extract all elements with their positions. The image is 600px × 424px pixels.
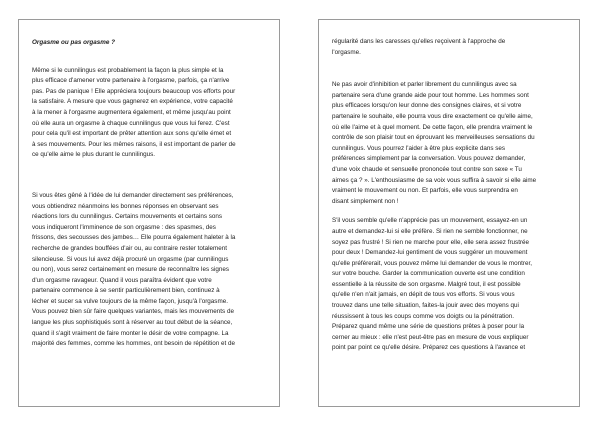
text-line: pour deux ! Demandez-lui gentiment de vous suggérer un mouvement	[332, 249, 528, 257]
text-line: où elle l'aime et à quel moment. De cette façon, elle prendra vraiment le	[332, 123, 533, 131]
left-page-text	[32, 38, 272, 350]
text-line: aimes ça ? ». L'enthousiasme de sa voix vous suffira à savoir si elle aime	[332, 176, 537, 184]
text-line: partenaire commence à se sentir particulièrement bien, continuez à	[32, 287, 220, 295]
text-line: plus efficaces lorsqu'on leur donne des consignes claires, et si votre	[332, 102, 522, 110]
text-line: Si vous êtes gêné à l'idée de lui demander directement ses préférences,	[32, 191, 234, 199]
text-line: ce qu'elle aime le plus durant le cunnilingus.	[32, 151, 156, 159]
right-page	[318, 19, 580, 407]
text-line: partenaire le souhaite, elle pourra vous dire exactement ce qu'elle aime,	[332, 112, 533, 120]
text-line: vous obtiendrez néanmoins les bonnes réponses en observant ses	[32, 202, 219, 210]
text-line: contrôle de son plaisir tout en éprouvant les merveilleuses sensations du	[332, 134, 535, 142]
text-line: Préparez quand même une série de questions prêtes à poser pour la	[332, 323, 525, 331]
text-line: langue les plus sophistiqués sont à réserver au tout début de la séance,	[32, 319, 233, 327]
text-line: où elle aura un orgasme à chaque cunnilingus que vous lui ferez. C'est	[32, 119, 230, 127]
right-paragraph-3	[332, 216, 572, 354]
text-line: cunnilingus. Vous pourrez l'aider à être plus explicite dans ses	[332, 144, 506, 152]
text-line: vous indiqueront l'imminence de son orgasme : des spasmes, des	[32, 223, 216, 231]
text-line: la satisfaire. A mesure que vous gagnerez en expérience, votre capacité	[32, 98, 233, 106]
text-line: plus efficace d'amener votre partenaire à l'orgasme, parfois, ça n'arrive	[32, 77, 230, 85]
text-line: d'une voix chaude et sensuelle prononcée tout contre son sexe « Tu	[332, 165, 522, 173]
text-line: partenaire sera d'une grande aide pour tout homme. Les hommes sont	[332, 91, 529, 99]
text-line: point par point ce qu'elle désire. Préparez ces questions à l'avance et	[332, 344, 526, 352]
text-line: quand il s'agit vraiment de faire monter le désir de votre compagne. La	[32, 329, 229, 337]
text-line: autre et demandez-lui si elle préfère. Si rien ne semble fonctionner, ne	[332, 227, 528, 235]
text-line: soyez pas frustré ! Si rien ne marche pour elle, elle sera assez frustrée	[332, 238, 530, 246]
text-line: disant simplement non !	[332, 197, 399, 205]
right-page-text	[332, 37, 572, 354]
right-paragraph-1	[332, 37, 572, 58]
text-line: sur votre bouche. Garder la communication ouverte est une condition	[332, 270, 525, 278]
text-line: vraiment le mouvement ou non. Et parfois, elle vous surprendra en	[332, 187, 518, 195]
text-line: réactions lors du cunnilingus. Certains mouvements et certains sons	[32, 213, 223, 221]
left-page	[18, 19, 280, 407]
text-line: Vous pouvez bien sûr faire quelques variantes, mais les mouvements de	[32, 308, 234, 316]
text-line: préférences simplement par la conversation. Vous pouvez demander,	[332, 155, 526, 163]
text-line: d'un orgasme ravageur. Quand il vous paraîtra évident que votre	[32, 276, 212, 284]
text-line: qu'elle n'en n'ait jamais, en dépit de tous vos efforts. Si vous vous	[332, 291, 515, 299]
text-line: essentielle à la réussite de son orgasme. Malgré tout, il est possible	[332, 280, 521, 288]
text-line: pour cela qu'il est important de prêter attention aux sons qu'elle émet et	[32, 130, 232, 138]
text-line: qu'elle préférerait, vous pouvez même lui demander de vous le montrer,	[332, 259, 533, 267]
text-line: S'il vous semble qu'elle n'apprécie pas un mouvement, essayez-en un	[332, 217, 528, 225]
text-line: frissons, des secousses des jambes… Elle pourra également haleter à la	[32, 234, 236, 242]
text-line: à ses mouvements. Pour les mêmes raisons, il est important de parler de	[32, 140, 236, 148]
section-title: Orgasme ou pas orgasme ?	[32, 39, 115, 46]
text-line: majorité des femmes, comme les hommes, ont besoin de répétition et de	[32, 340, 235, 348]
text-line: recherche de grandes bouffées d'air ou, au contraire rester totalement	[32, 244, 228, 252]
right-paragraph-2	[332, 80, 572, 207]
left-paragraph-1	[32, 66, 272, 161]
text-line: Ne pas avoir d'inhibition et parler librement du cunnilingus avec sa	[332, 81, 517, 89]
text-line: Même si le cunnilingus est probablement la façon la plus simple et la	[32, 66, 224, 74]
text-line: l'orgasme.	[332, 48, 361, 56]
text-line: lécher et sucer sa vulve toujours de la même façon, jusqu'à l'orgasme.	[32, 297, 228, 305]
text-line: à la mener à l'orgasme augmentera également, et même jusqu'au point	[32, 108, 231, 116]
text-line: pas. Pas de panique ! Elle appréciera toujours beaucoup vos efforts pour	[32, 87, 236, 95]
text-line: régularité dans les caresses qu'elles reçoivent à l'approche de	[332, 38, 506, 45]
text-line: silencieuse. Si vous lui avez déjà procuré un orgasme (par cunnilingus	[32, 255, 229, 263]
text-line: ou non), vous serez certainement en mesure de reconnaître les signes	[32, 266, 230, 274]
text-line: cerner au mieux : elle n'est peut-être pas en mesure de vous expliquer	[332, 333, 529, 341]
left-paragraph-2	[32, 191, 272, 350]
text-line: trouvez dans une telle situation, faites-la jouir avec des moyens qui	[332, 302, 519, 310]
text-line: réussissent à tous les coups comme vos doigts ou la pénétration.	[332, 312, 515, 320]
